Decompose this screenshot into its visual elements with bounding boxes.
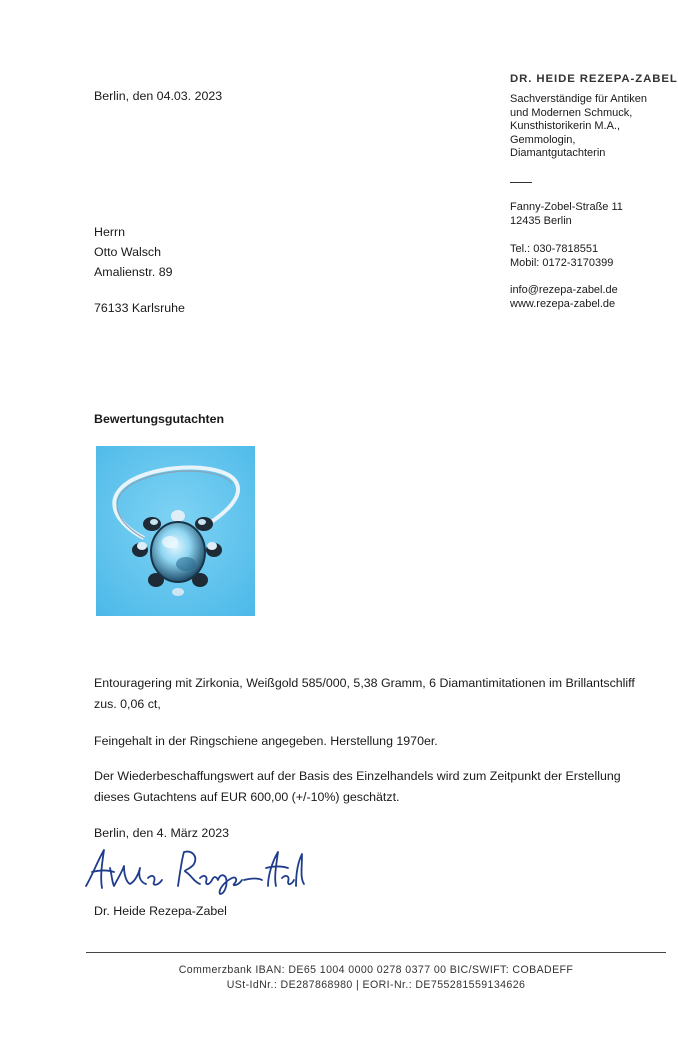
footer-tax: USt-IdNr.: DE287868980 | EORI-Nr.: DE755281559134626 <box>226 979 526 991</box>
sender-phone: Tel.: 030-7818551 <box>510 243 599 255</box>
description-line: Entouragering mit Zirkonia, Weißgold 585/000, 5,38 Gramm, 6 Diamantimitationen im Brillantschliff <box>94 676 635 690</box>
details-text: Feingehalt in der Ringschiene angegeben. Herstellung 1970er. <box>94 734 438 748</box>
ring-photo <box>96 446 255 616</box>
stone-shadow <box>176 557 196 571</box>
sender-web: www.rezepa-zabel.de <box>510 297 616 310</box>
sender-city: 12435 Berlin <box>510 214 572 227</box>
stone-highlight <box>162 536 178 548</box>
sender-phones <box>510 243 613 270</box>
valuation-line: dieses Gutachtens auf EUR 600,00 (+/-10%) geschätzt. <box>94 790 400 804</box>
description-line: zus. 0,06 ct, <box>94 697 161 711</box>
sender-divider <box>510 182 532 183</box>
recipient-city: 76133 Karlsruhe <box>94 301 185 315</box>
footer-divider <box>86 952 666 953</box>
center-stone <box>151 522 205 582</box>
sender-title-line: Sachverständige für Antiken <box>510 93 647 105</box>
recipient-name: Otto Walsch <box>94 245 162 259</box>
sender-titles <box>510 93 647 161</box>
recipient-address <box>94 222 173 282</box>
closing-date: Berlin, den 4. März 2023 <box>94 826 229 840</box>
sender-title-line: Gemmologin, <box>510 133 576 146</box>
valuation-line: Der Wiederbeschaffungswert auf der Basis des Einzelhandels wird zum Zeitpunkt der Erstellung <box>94 769 621 783</box>
signer-name: Dr. Heide Rezepa-Zabel <box>94 904 227 918</box>
sender-title-line: und Modernen Schmuck, <box>510 106 633 119</box>
sender-mobile: Mobil: 0172-3170399 <box>510 256 614 269</box>
document-heading: Bewertungsgutachten <box>94 412 225 426</box>
sender-name: DR. HEIDE REZEPA-ZABEL <box>510 73 678 85</box>
letter-date: Berlin, den 04.03. 2023 <box>94 89 223 103</box>
sender-title-line: Diamantgutachterin <box>510 147 606 159</box>
sender-street: Fanny-Zobel-Straße 11 <box>510 201 623 213</box>
recipient-salutation: Herrn <box>94 225 125 239</box>
sender-email: info@rezepa-zabel.de <box>510 284 618 296</box>
footer-bank: Commerzbank IBAN: DE65 1004 0000 0278 0377 00 BIC/SWIFT: COBADEFF <box>178 964 574 976</box>
handwritten-signature <box>82 842 308 898</box>
sender-title-line: Kunsthistorikerin M.A., <box>510 120 621 132</box>
sender-online <box>510 284 618 311</box>
sender-address <box>510 201 623 228</box>
recipient-street: Amalienstr. 89 <box>94 265 173 279</box>
